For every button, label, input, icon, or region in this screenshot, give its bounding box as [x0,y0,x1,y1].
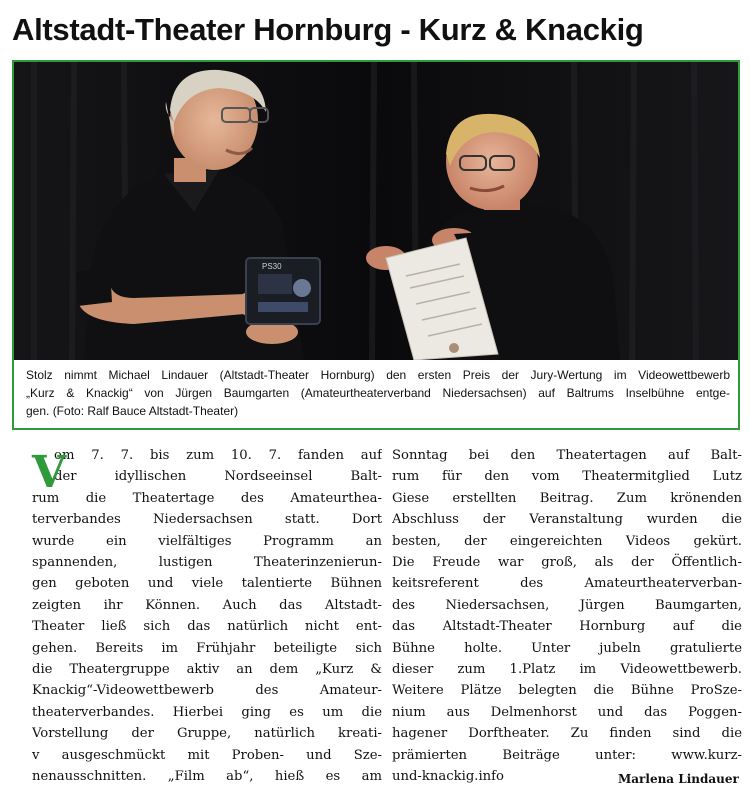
article-line: des Niedersachsen, Jürgen Baumgarten, [392,597,742,613]
article-line: gen geboten und viele talentierte Bühnen [32,576,382,592]
article-line: om 7. 7. bis zum 10. 7. fanden auf [54,448,382,463]
article-line: zeigten ihr Können. Auch das Altstadt- [32,597,382,613]
article-line: keitsreferent des Amateurtheaterverban- [392,576,742,592]
article-line: gehen. Bereits im Frühjahr beteiligte sich [32,640,382,656]
award-photo [14,62,738,360]
article-line: spannenden, lustigen Theaterinzenierun- [32,555,382,571]
article-line: rum die Theatertage des Amateurthea- [32,490,382,506]
article-line: Bühne holte. Unter jubeln gratulierte [392,640,742,656]
author-byline: Marlena Lindauer [618,772,739,786]
article-line: das Altstadt-Theater Hornburg auf die [392,619,742,635]
prize-box-label: PS30 [262,262,282,271]
article-line: Theater ließ sich das natürlich nicht ent- [32,619,382,635]
article-line: der idyllischen Nordseeinsel Balt- [54,469,382,485]
prize-box [246,258,320,324]
headline: Altstadt-Theater Hornburg - Kurz & Knackig [12,12,644,47]
caption-line: Stolz nimmt Michael Lindauer (Altstadt-Theater Hornburg) den ersten Preis der Jury-Wertung im Videowettbewerb [26,368,730,382]
article-line: wurde ein vielfältiges Programm an [32,533,382,549]
article-line: prämierten Beiträge unter: www.kurz- [392,747,742,763]
article-column-right [392,445,742,788]
caption-line: „Kurz & Knackig“ von Jürgen Baumgarten (Amateurtheaterverband Niedersachsen) auf Baltrums Inselbühne entge- [26,386,730,400]
article-line: und-knackig.info [392,769,504,785]
drop-cap: V [32,447,67,498]
article-line: Abschluss der Veranstaltung wurden die [392,512,742,528]
article-line: dieser zum 1.Platz im Videowettbewerb. [392,662,742,678]
article-line: Sonntag bei den Theatertagen auf Balt- [392,448,742,463]
article-line: besten, der eingereichten Videos gekürt. [392,533,742,549]
award-photo-illustration [14,62,738,360]
article-line: Die Freude war groß, als der Öffentlich- [392,555,742,571]
article-line: rum für den vom Theatermitglied Lutz [392,469,742,485]
article-line: Knackig“-Videowettbewerb des Amateur- [32,683,382,699]
caption-line: gen. (Foto: Ralf Bauce Altstadt-Theater) [26,404,239,418]
photo-figure [12,60,740,430]
article-line: Vorstellung der Gruppe, natürlich kreati- [32,726,382,742]
article-line: terverbandes Niedersachsen statt. Dort [32,512,382,528]
article-line: Giese erstellten Beitrag. Zum krönenden [392,490,742,506]
article-line: Weitere Plätze belegten die Bühne ProSze- [392,683,742,699]
article-line: theaterverbandes. Hierbei ging es um die [32,704,382,720]
article-line: die Theatergruppe aktiv an dem „Kurz & [32,662,382,678]
photo-caption [26,366,730,420]
article-line: v ausgeschmückt mit Proben- und Sze- [32,747,382,763]
article-column-left [32,445,382,788]
article-line: nium aus Delmenhorst und das Poggen- [392,704,742,720]
article-line: nenausschnitten. „Film ab“, hieß es am [32,769,382,785]
article-line: hagener Dorftheater. Zu finden sind die [392,726,742,742]
